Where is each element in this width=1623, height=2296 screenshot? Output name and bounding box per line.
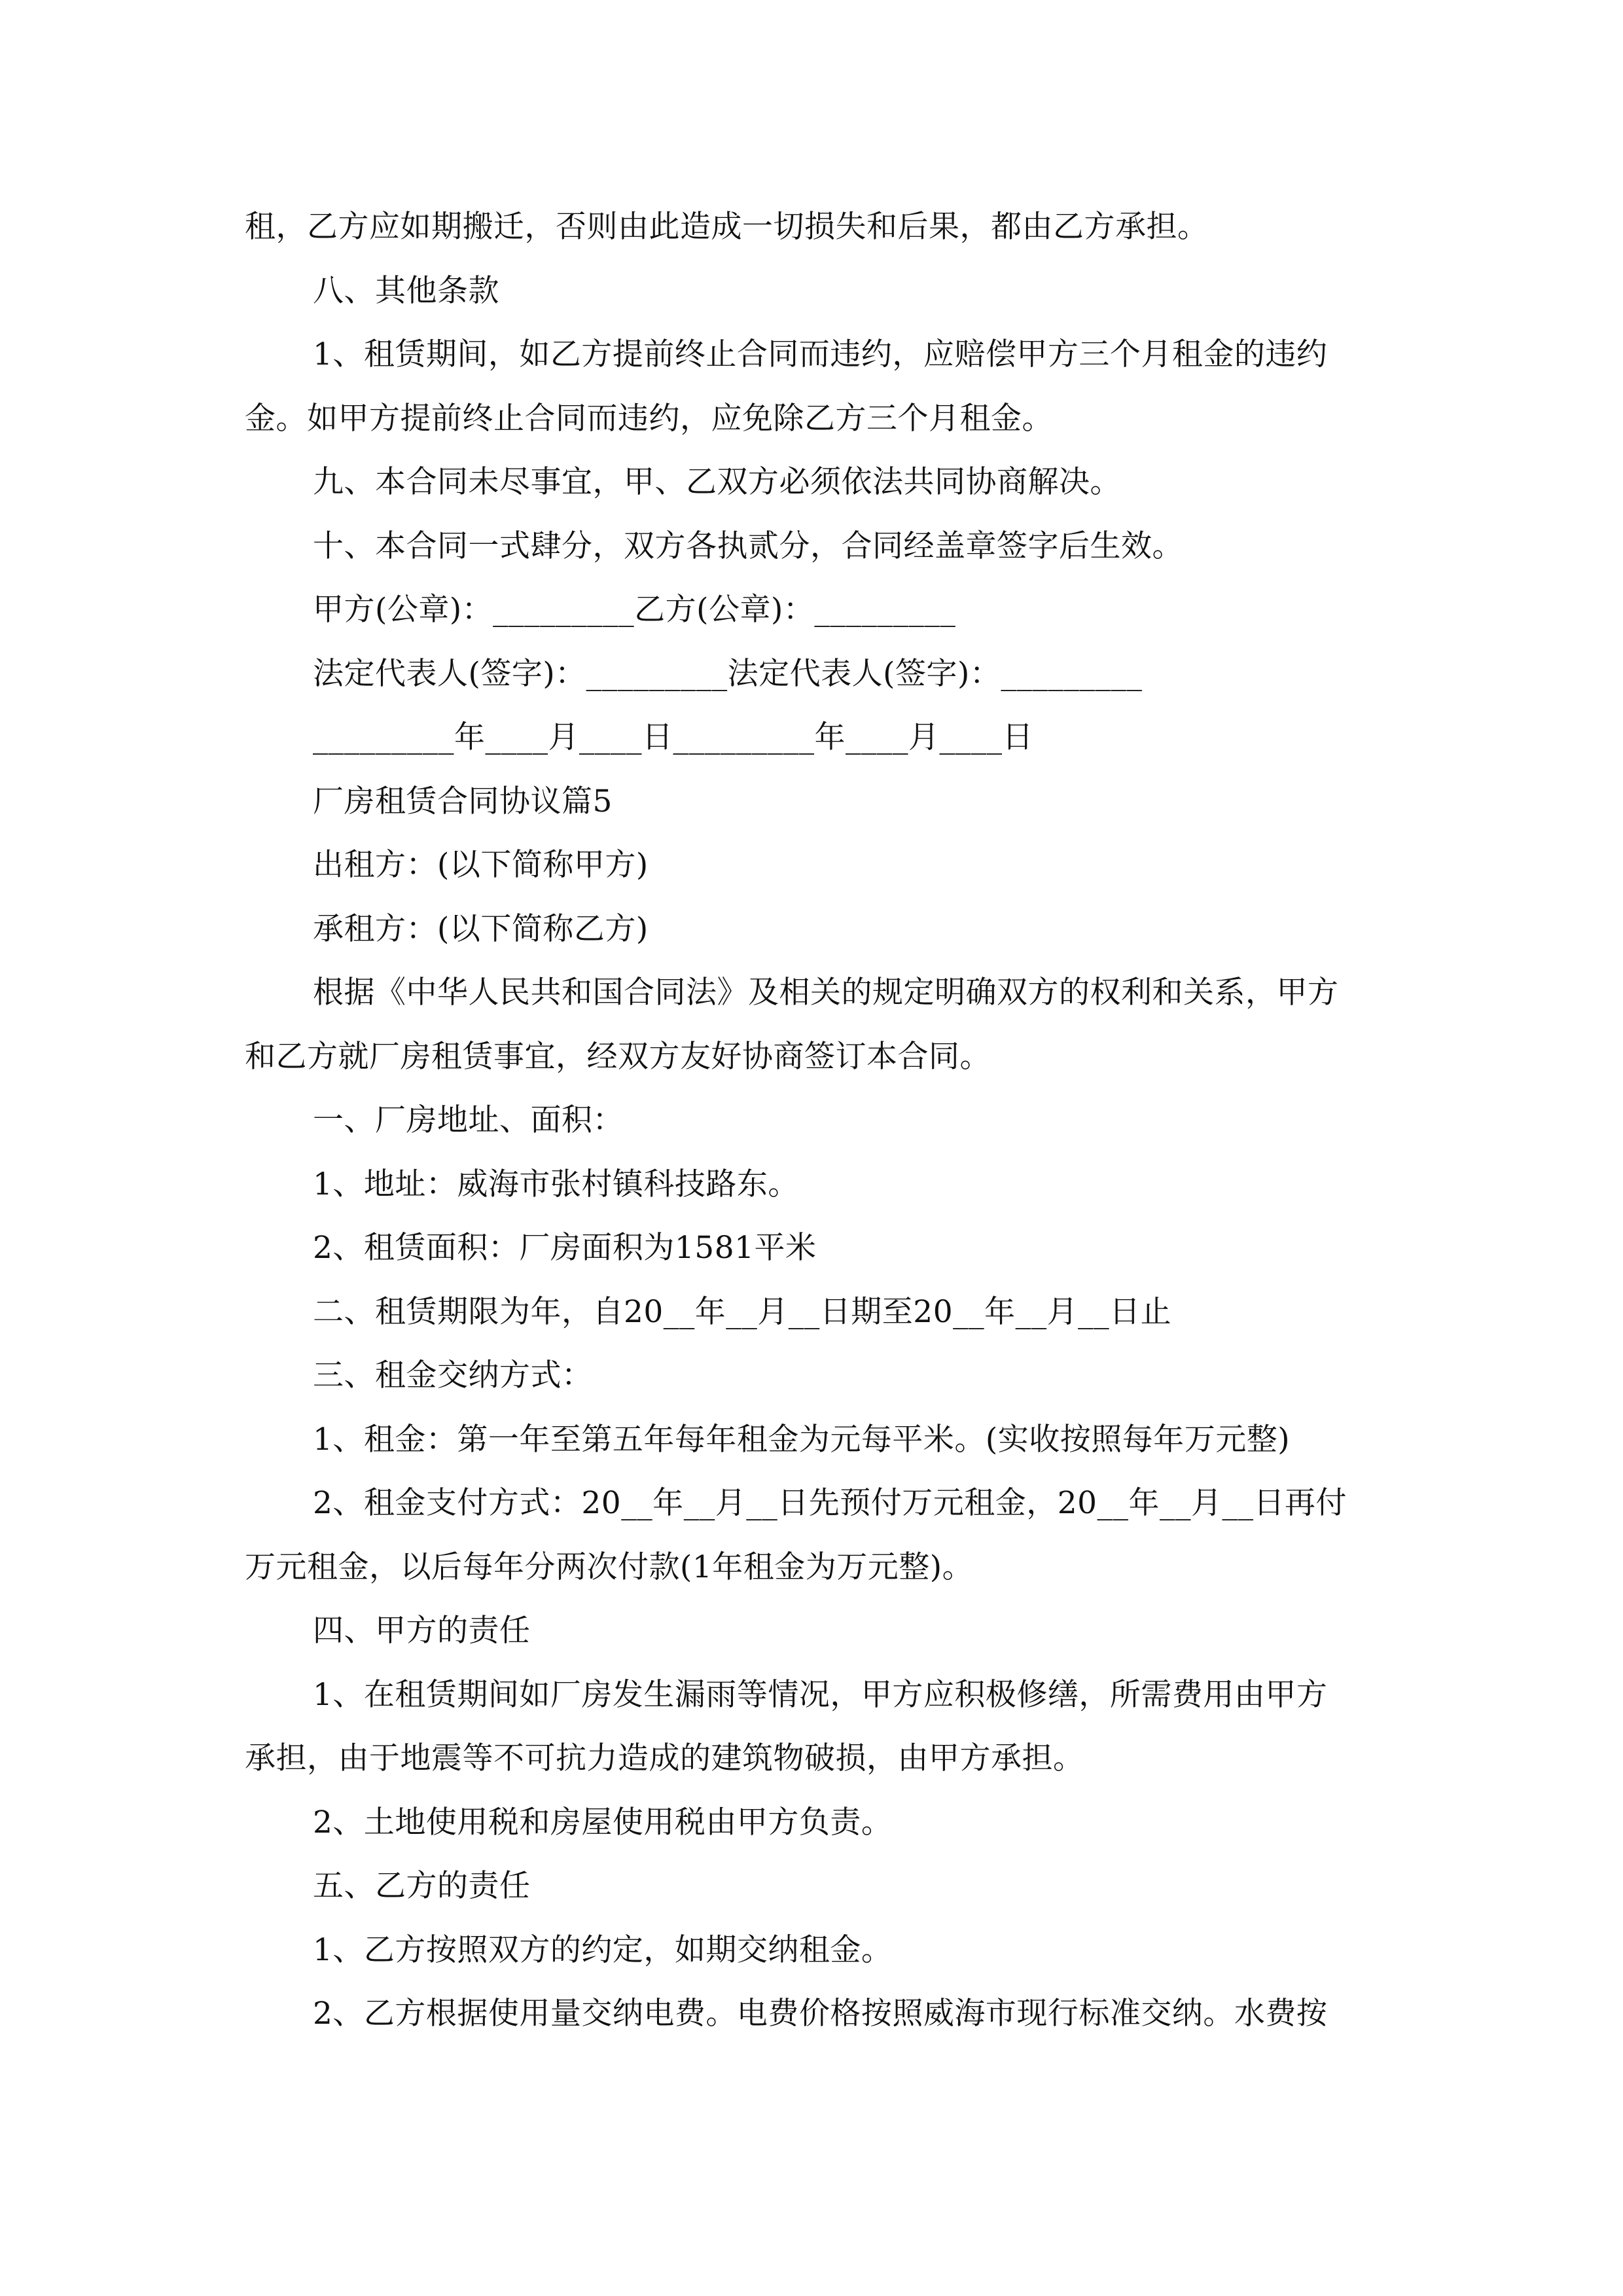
text-line: 万元租金，以后每年分两次付款(1年租金为万元整)。 [245, 1549, 974, 1585]
text-line: 出租方：(以下简称甲方) [313, 847, 649, 883]
text-line: 1、地址：威海市张村镇科技路东。 [313, 1166, 799, 1202]
text-line: 厂房租赁合同协议篇5 [313, 783, 613, 819]
text-line: 法定代表人(签字)：_________法定代表人(签字)：_________ [313, 655, 1143, 692]
text-line: 承租方：(以下简称乙方) [313, 910, 649, 947]
text-line: _________年____月____日_________年____月____日 [313, 719, 1033, 755]
text-line: 根据《中华人民共和国合同法》及相关的规定明确双方的权利和关系，甲方 [313, 975, 1339, 1011]
text-line: 2、租赁面积：厂房面积为1581平米 [313, 1230, 817, 1266]
text-line: 2、租金支付方式：20__年__月__日先预付万元租金，20__年__月__日再付 [313, 1485, 1347, 1521]
text-line: 2、土地使用税和房屋使用税由甲方负责。 [313, 1804, 893, 1840]
text-line: 四、甲方的责任 [313, 1613, 531, 1649]
document-body [245, 195, 1381, 2046]
text-line: 租，乙方应如期搬迁，否则由此造成一切损失和后果，都由乙方承担。 [245, 209, 1209, 245]
text-line: 和乙方就厂房租赁事宜，经双方友好协商签订本合同。 [245, 1038, 991, 1075]
text-line: 二、租赁期限为年，自20__年__月__日期至20__年__月__日止 [313, 1293, 1172, 1330]
text-line: 1、在租赁期间如厂房发生漏雨等情况，甲方应积极修缮，所需费用由甲方 [313, 1676, 1328, 1713]
text-line: 1、租赁期间，如乙方提前终止合同而违约，应赔偿甲方三个月租金的违约 [313, 336, 1328, 372]
text-line: 1、租金：第一年至第五年每年租金为元每平米。(实收按照每年万元整) [313, 1421, 1291, 1458]
text-line: 八、其他条款 [313, 272, 499, 309]
text-line: 承担，由于地震等不可抗力造成的建筑物破损，由甲方承担。 [245, 1740, 1084, 1776]
text-line: 五、乙方的责任 [313, 1868, 531, 1904]
text-line: 九、本合同未尽事宜，甲、乙双方必须依法共同协商解决。 [313, 464, 1121, 500]
text-line: 一、厂房地址、面积： [313, 1102, 624, 1138]
text-line: 2、乙方根据使用量交纳电费。电费价格按照威海市现行标准交纳。水费按 [313, 1996, 1328, 2032]
text-line: 三、租金交纳方式： [313, 1357, 593, 1393]
text-line: 甲方(公章)：_________乙方(公章)：_________ [313, 592, 956, 628]
text-line: 十、本合同一式肆分，双方各执贰分，合同经盖章签字后生效。 [313, 528, 1183, 564]
text-line: 金。如甲方提前终止合同而违约，应免除乙方三个月租金。 [245, 400, 1053, 437]
text-line: 1、乙方按照双方的约定，如期交纳租金。 [313, 1931, 893, 1968]
